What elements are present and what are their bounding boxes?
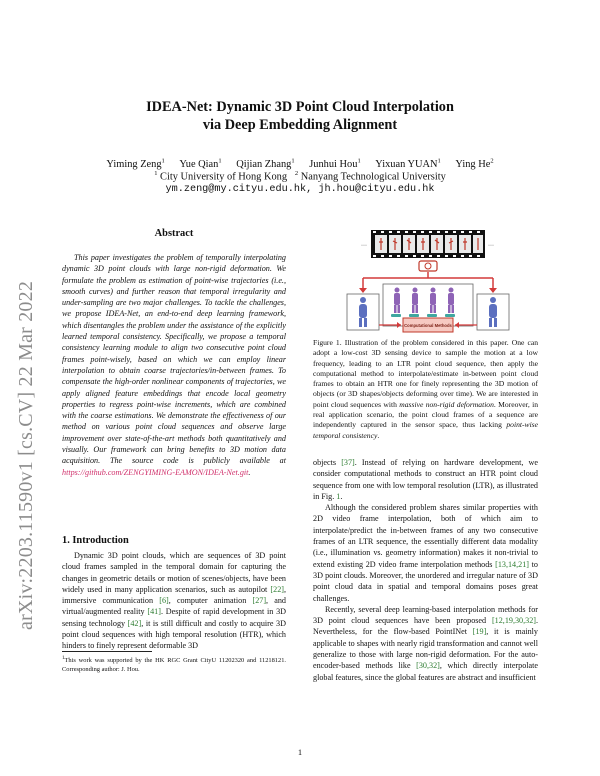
affiliations: $^1$ City University of Hong Kong $^2$ Nanyang Technological University (154, 170, 446, 183)
body-text: , immersive communication (62, 584, 286, 606)
citation-link[interactable]: [6] (159, 596, 169, 606)
citation-link[interactable]: [27] (252, 596, 267, 606)
page-number: 1 (297, 747, 303, 757)
figure-1-caption: Figure 1. Illustration of the problem considered in this paper. One can adopt a low-cost 3D sensing device to sample the motion at a low frequency, leading to an LTR point cloud sequence, then apply the computational method to interpolate/estimate in-between point cloud frames to obtain an HTR one for finely representing the 3D motion of objects (or 3D shapes/objects deforming over time). We are interested in point cloud sequences with massive non-rigid deformation. Moreover, in real application scenario, the point cloud frames of a sequence are independently captured in the sensor space, thus lacking point-wise temporal consistency. (313, 338, 539, 440)
title-line-1: IDEA-Net: Dynamic 3D Point Cloud Interpolation (146, 99, 454, 115)
paragraph-recent-methods (313, 604, 538, 683)
citation-link[interactable]: [41] (147, 607, 161, 617)
author: Yixuan YUAN$^1$ (375, 158, 441, 171)
affiliation-2: Nanyang Technological University (300, 171, 446, 183)
author: Yue Qian$^1$ (179, 158, 222, 171)
body-text: . (340, 491, 343, 501)
abstract-heading: Abstract (154, 228, 194, 239)
body-text: objects (313, 458, 342, 467)
figure-1 (333, 228, 523, 338)
source-code-link[interactable]: https://github.com/ZENGYIMING-EAMON/IDEA-Net.git (62, 467, 249, 477)
body-text: to 3D point clouds. Moreover, the unordered and irregular nature of 3D point cloud data in spatial and temporal domains poses great challenges. (313, 559, 538, 603)
affiliation-1: City University of Hong Kong (160, 171, 288, 183)
citation-link[interactable]: 1 (336, 491, 341, 501)
citation-link[interactable]: [13,14,21] (495, 559, 529, 569)
author: Junhui Hou$^1$ (309, 158, 361, 171)
abstract-body: This paper investigates the problem of temporally interpolating dynamic 3D point clouds with large non-rigid deformation. We formulate the problem as estimation of point-wise trajectories (i.e., smooth curves) and further reason that temporal irregularity and under-sampling are two major challenges. To tackle the challenges, we propose IDEA-Net, an end-to-end deep learning framework, which disentangles the problem under the assistance of the explicitly learned temporal consistency. Specifically, we propose a temporal consistency learning module to align two consecutive point cloud frames point-wisely, based on which we can employ linear interpolation to obtain coarse trajectories/in-between frames. To compensate the high-order nonlinear components of trajectories, we apply aligned feature embeddings that encode local geometry properties to regress point-wise increments, which are combined with the coarse estimations. We demonstrate the effectiveness of our method on various point cloud sequences and observe large improvement over state-of-the-art methods both quantitatively and visually. Our framework can bring benefits to 3D motion data acquisition. The source code is publicly available at https://github.com/ZENGYIMING-EAMON/IDEA-Net.git. (62, 253, 286, 477)
paper-title (60, 98, 540, 134)
title-line-2: via Deep Embedding Alignment (202, 117, 398, 133)
citation-link[interactable]: [19] (472, 627, 487, 637)
author: Yiming Zeng$^1$ (106, 158, 165, 171)
arxiv-stamp-text: arXiv:2203.11590v1 [cs.CV] 22 Mar 2022 (15, 280, 37, 630)
author: Ying He$^2$ (455, 158, 494, 171)
citation-link[interactable]: [12,19,30,32] (491, 616, 536, 626)
citation-link[interactable]: [42] (127, 618, 142, 628)
citation-link[interactable]: [30,32] (416, 661, 440, 671)
citation-link[interactable]: [22] (270, 584, 284, 594)
right-column-body (313, 457, 538, 683)
body-text: , and virtual/augmented reality (62, 596, 286, 617)
svg-text:···: ··· (488, 243, 494, 249)
body-text: , it is still difficult and costly to acquire 3D point cloud sequences with high temporal resolution (HTR), which hinders to finely represent deformable 3D (62, 618, 286, 651)
paragraph-objects (313, 457, 538, 502)
figure-label-computational-methods: Computational Methods (404, 323, 452, 328)
author: Qijian Zhang$^1$ (236, 158, 295, 171)
body-text: . Despite of rapid development in 3D sensing technology (62, 607, 287, 628)
body-text: , which directly interpolate global features, since the global features are abstract and insufficient (313, 661, 538, 682)
citation-link[interactable]: [37] (341, 458, 355, 467)
body-text: , it is mainly applicable to shapes with nearly rigid transformation and cannot well generalize to those with large non-rigid deformation. For the auto-encoder-based methods like (313, 627, 538, 671)
footnote-rule (62, 651, 152, 652)
body-text: , computer animation (168, 596, 253, 606)
body-text: . Nevertheless, for the flow-based PointINet (313, 616, 538, 637)
footnote: $^1$This work was supported by the HK RGC Grant CityU 11202320 and 11218121. Corresponding author: J. Hou. (62, 656, 286, 673)
body-text: Although the considered problem shares similar properties with 2D video frame interpolation, both of which aim to interpolate/predict the in-between frames of any two consecutive frames of an LTR sequence, the essentially different data modality (i.e., illumination vs. geometry information) makes it non-trivial to extend existing 2D video frame interpolation methods (313, 503, 538, 569)
paragraph-problem-properties (313, 502, 538, 604)
section-heading-introduction: 1. Introduction (62, 535, 129, 546)
body-text: . Instead of relying on hardware development, we consider computational methods to construct an HTR point cloud sequence from one with low temporal resolution (LTR), as illustrated in Fig. (313, 458, 538, 501)
arxiv-stamp (4, 100, 44, 640)
body-text: Dynamic 3D point clouds, which are sequences of 3D point cloud frames sampled in the temporal domain for capturing the changes in geometric details or motion of scenes/objects, have been widely used in many application scenarios, such as autopilot (62, 551, 286, 594)
introduction-paragraph (62, 550, 286, 652)
author-emails[interactable]: ym.zeng@my.cityu.edu.hk, jh.hou@cityu.edu.hk (165, 184, 435, 195)
body-text: Recently, several deep learning-based interpolation methods for 3D point cloud sequences have been proposed (313, 604, 538, 626)
svg-text:···: ··· (361, 243, 367, 249)
author-list (60, 155, 540, 171)
